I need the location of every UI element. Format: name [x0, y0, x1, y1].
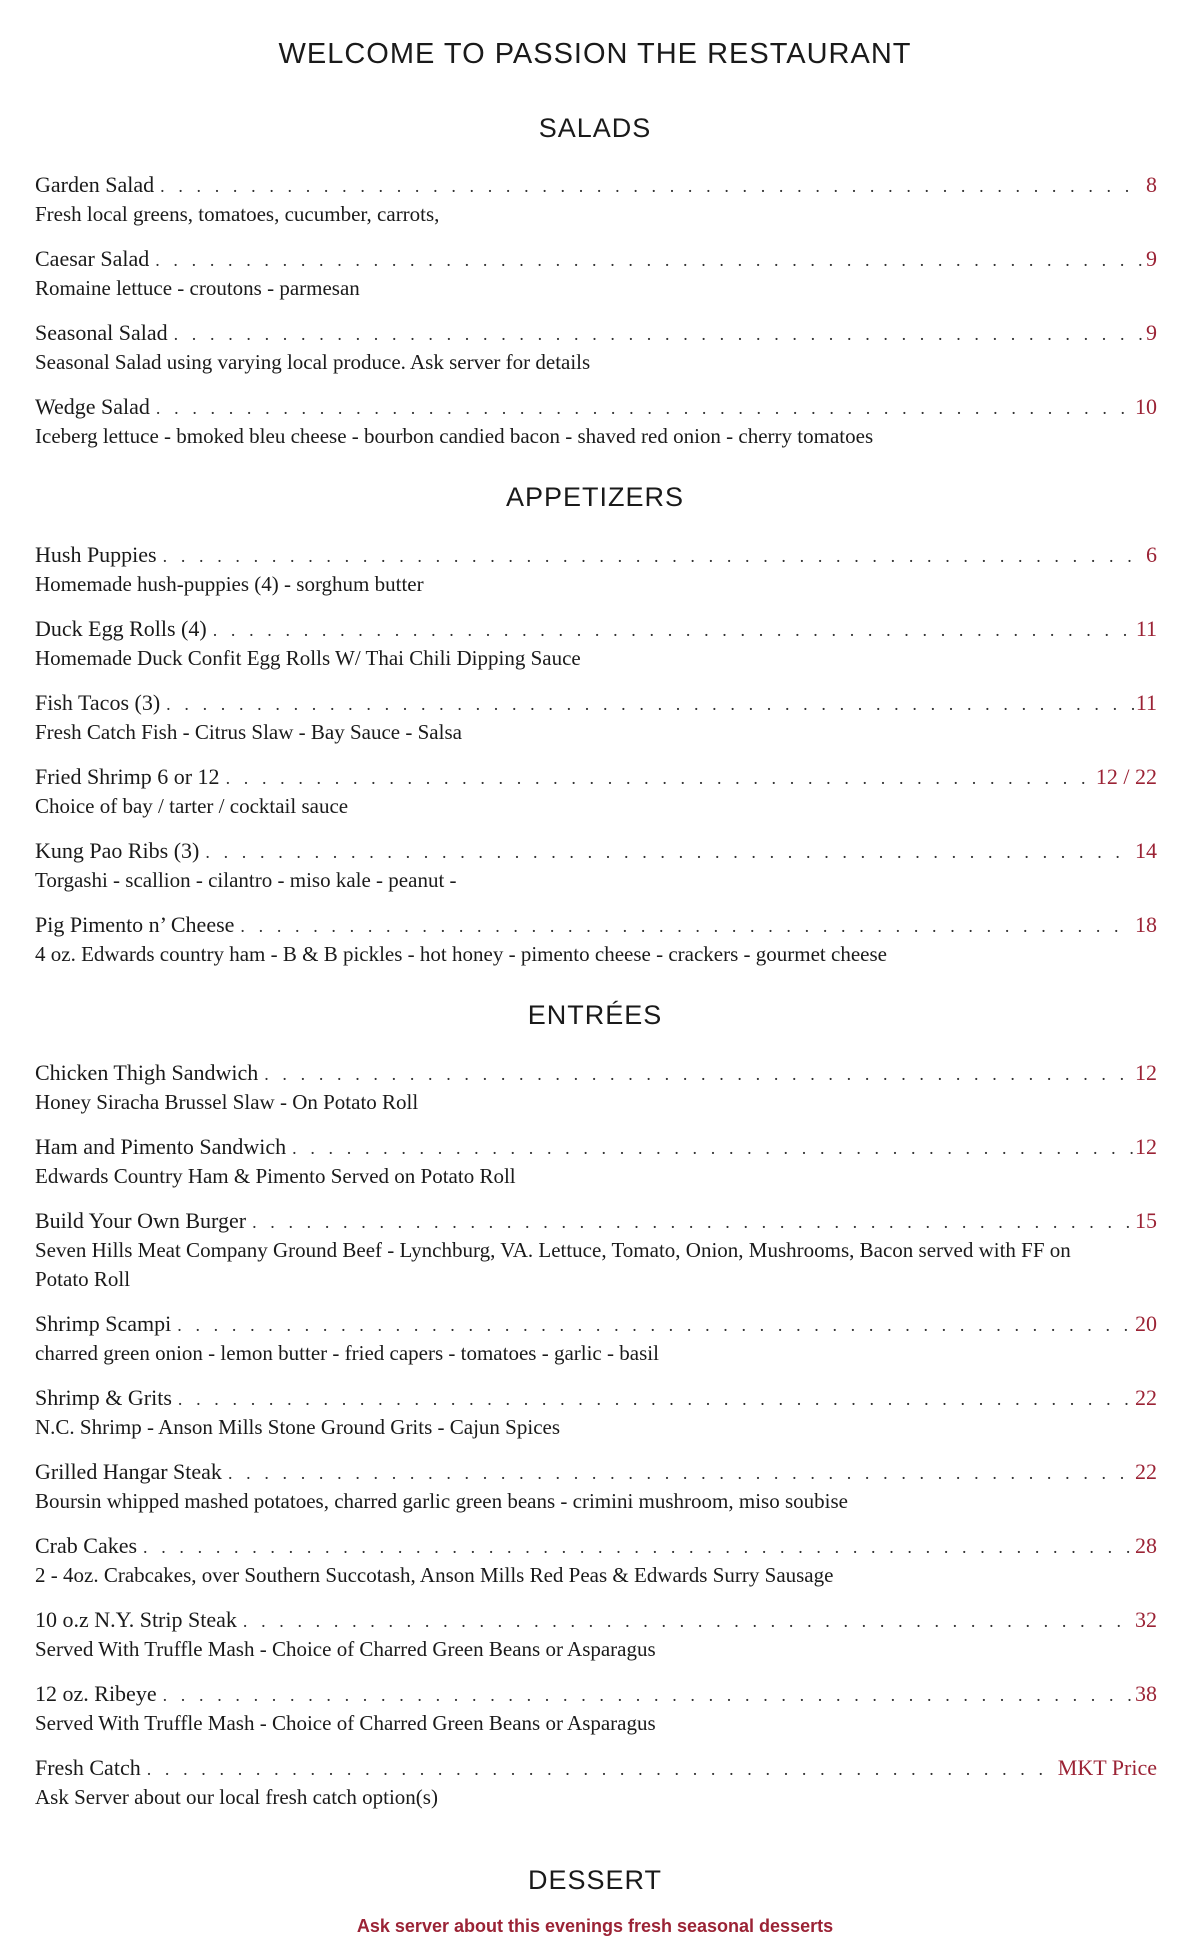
item-description: Ask Server about our local fresh catch option(s): [35, 1785, 438, 1809]
item-name: Pig Pimento n’ Cheese: [35, 912, 235, 937]
dot-leader: [143, 1532, 1133, 1562]
item-price: 32: [1135, 1607, 1157, 1632]
item-price: 9: [1146, 246, 1157, 271]
dot-leader: [292, 1133, 1133, 1163]
item-description: Homemade hush-puppies (4) - sorghum butter: [35, 572, 424, 596]
dot-leader: [264, 1059, 1133, 1089]
menu-item: [35, 392, 1157, 451]
menu-title: WELCOME TO PASSION THE RESTAURANT: [278, 38, 912, 70]
menu-item: [35, 762, 1157, 821]
dot-leader: [243, 1606, 1133, 1636]
item-name: Fish Tacos (3): [35, 690, 161, 715]
item-description: Homemade Duck Confit Egg Rolls W/ Thai Chili Dipping Sauce: [35, 646, 581, 670]
menu-item: [35, 244, 1157, 303]
section-heading-salads: SALADS: [538, 113, 652, 143]
dot-leader: [160, 171, 1144, 201]
item-name: Chicken Thigh Sandwich: [35, 1060, 259, 1085]
item-description: Choice of bay / tarter / cocktail sauce: [35, 794, 349, 818]
item-price: 6: [1146, 542, 1157, 567]
dot-leader: [147, 1754, 1056, 1784]
item-price: 12: [1135, 1060, 1157, 1085]
menu-item: [35, 1132, 1157, 1191]
item-price: 18: [1135, 912, 1157, 937]
item-description: Romaine lettuce - croutons - parmesan: [35, 276, 360, 300]
item-price: 12 / 22: [1095, 764, 1157, 789]
item-description: Fresh local greens, tomatoes, cucumber, carrots,: [35, 202, 440, 226]
item-name: Crab Cakes: [35, 1533, 138, 1558]
item-price: 11: [1135, 616, 1157, 641]
item-price: 22: [1135, 1459, 1157, 1484]
dot-leader: [163, 1680, 1133, 1710]
dessert-note: Ask server about this evenings fresh seasonal desserts: [356, 1916, 834, 1936]
item-name: Duck Egg Rolls (4): [35, 616, 207, 641]
item-description: Seven Hills Meat Company Ground Beef - Lynchburg, VA. Lettuce, Tomato, Onion, Mushrooms, Bacon served with FF on Potato Roll: [35, 1238, 1071, 1291]
item-description: Torgashi - scallion - cilantro - miso kale - peanut -: [35, 868, 457, 892]
item-name: Wedge Salad: [35, 394, 150, 419]
item-description: Served With Truffle Mash - Choice of Charred Green Beans or Asparagus: [35, 1637, 656, 1661]
item-name: Fresh Catch: [35, 1755, 141, 1780]
menu-item: [35, 1058, 1157, 1117]
item-description: Served With Truffle Mash - Choice of Charred Green Beans or Asparagus: [35, 1711, 656, 1735]
item-description: Boursin whipped mashed potatoes, charred garlic green beans - crimini mushroom, miso soubise: [35, 1489, 848, 1513]
menu-item: [35, 1383, 1157, 1442]
item-description: Edwards Country Ham & Pimento Served on Potato Roll: [35, 1164, 516, 1188]
dot-leader: [240, 911, 1133, 941]
dot-leader: [156, 393, 1133, 423]
menu-item: [35, 688, 1157, 747]
item-description: charred green onion - lemon butter - fried capers - tomatoes - garlic - basil: [35, 1341, 659, 1365]
section-heading-dessert: DESSERT: [527, 1865, 663, 1895]
item-name: Shrimp Scampi: [35, 1311, 172, 1336]
dot-leader: [166, 689, 1134, 719]
dot-leader: [226, 763, 1094, 793]
item-price: 11: [1135, 690, 1157, 715]
item-name: 12 oz. Ribeye: [35, 1681, 157, 1706]
item-price: 12: [1135, 1134, 1157, 1159]
item-name: Shrimp & Grits: [35, 1385, 172, 1410]
menu-item: [35, 1531, 1157, 1590]
item-price: 10: [1135, 394, 1157, 419]
section-heading-appetizers: APPETIZERS: [505, 482, 685, 512]
menu-item: [35, 1457, 1157, 1516]
item-description: N.C. Shrimp - Anson Mills Stone Ground Grits - Cajun Spices: [35, 1415, 561, 1439]
menu-item: [35, 1206, 1157, 1294]
menu-item: [35, 1605, 1157, 1664]
menu-item: [35, 1679, 1157, 1738]
item-price: MKT Price: [1057, 1755, 1157, 1780]
item-description: Iceberg lettuce - bmoked bleu cheese - bourbon candied bacon - shaved red onion - cherry tomatoes: [35, 424, 874, 448]
item-price: 14: [1135, 838, 1157, 863]
item-name: Hush Puppies: [35, 542, 157, 567]
dot-leader: [205, 837, 1133, 867]
dot-leader: [178, 1384, 1133, 1414]
item-description: 4 oz. Edwards country ham - B & B pickles - hot honey - pimento cheese - crackers - gourmet cheese: [35, 942, 887, 966]
item-description: Fresh Catch Fish - Citrus Slaw - Bay Sauce - Salsa: [35, 720, 462, 744]
menu-item: [35, 1753, 1157, 1812]
item-description: 2 - 4oz. Crabcakes, over Southern Succotash, Anson Mills Red Peas & Edwards Surry Sausage: [35, 1563, 834, 1587]
menu-item: [35, 1309, 1157, 1368]
item-price: 38: [1135, 1681, 1157, 1706]
item-description: Honey Siracha Brussel Slaw - On Potato Roll: [35, 1090, 419, 1114]
section-heading-entrees: ENTRÉES: [527, 1000, 663, 1030]
item-price: 8: [1146, 172, 1157, 197]
item-name: 10 o.z N.Y. Strip Steak: [35, 1607, 237, 1632]
item-price: 15: [1135, 1208, 1157, 1233]
item-name: Ham and Pimento Sandwich: [35, 1134, 287, 1159]
item-price: 28: [1135, 1533, 1157, 1558]
dot-leader: [155, 245, 1144, 275]
menu-item: [35, 540, 1157, 599]
item-name: Kung Pao Ribs (3): [35, 838, 200, 863]
dot-leader: [174, 319, 1144, 349]
dot-leader: [228, 1458, 1133, 1488]
item-name: Garden Salad: [35, 172, 155, 197]
item-name: Grilled Hangar Steak: [35, 1459, 222, 1484]
menu-item: [35, 910, 1157, 969]
item-description: Seasonal Salad using varying local produce. Ask server for details: [35, 350, 591, 374]
item-name: Build Your Own Burger: [35, 1208, 247, 1233]
menu-item: [35, 836, 1157, 895]
item-price: 20: [1135, 1311, 1157, 1336]
item-price: 22: [1135, 1385, 1157, 1410]
dot-leader: [163, 541, 1144, 571]
item-name: Seasonal Salad: [35, 320, 168, 345]
menu-item: [35, 170, 1157, 229]
item-price: 9: [1146, 320, 1157, 345]
dot-leader: [252, 1207, 1133, 1237]
item-name: Fried Shrimp 6 or 12: [35, 764, 220, 789]
menu-item: [35, 614, 1157, 673]
item-name: Caesar Salad: [35, 246, 150, 271]
menu-item: [35, 318, 1157, 377]
dot-leader: [177, 1310, 1133, 1340]
dot-leader: [213, 615, 1134, 645]
